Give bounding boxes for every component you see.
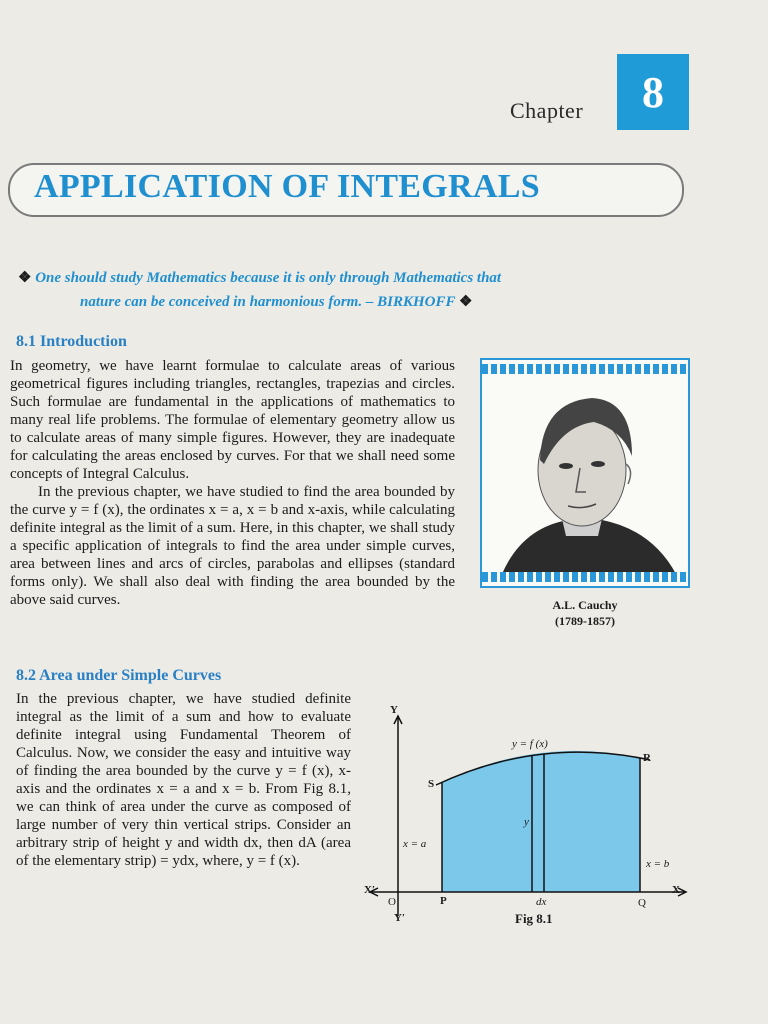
shaded-area — [442, 751, 640, 892]
introduction-paragraph-2: In the previous chapter, we have studied to find the area bounded by the curve y = f (x), the ordinates x = a, x = b and x-axis, while calculating definite integral as the limit of a sum. Here, in this chapter, we shall study a specific application of integrals to find the area under simple curves, area between lines and arcs of circles, parabolas and ellipses (standard forms only). We shall also deal with finding the area bounded by the above said curves. — [10, 484, 455, 608]
section-heading-introduction: 8.1 Introduction — [16, 333, 127, 350]
origin-label: O — [388, 896, 396, 908]
portrait-years: (1789-1857) — [555, 614, 615, 628]
epigraph-quote — [18, 266, 686, 314]
portrait-frame — [480, 358, 690, 588]
x-axis-label: X — [672, 884, 680, 896]
quote-line-1: One should study Mathematics because it is only through Mathematics that — [35, 270, 502, 286]
curve-label: y = f (x) — [512, 738, 548, 750]
y-prime-label: Y′ — [394, 912, 406, 924]
ordinate-a-label: x = a — [403, 838, 427, 850]
ordinate-b-label: x = b — [646, 858, 670, 870]
point-r-label: R — [643, 752, 651, 764]
area-under-curves-paragraph: In the previous chapter, we have studied definite integral as the limit of a sum and how to evaluate definite integral using Fundamental Theorem of Calculus. Now, we consider the easy and intuitive way of finding the area bounded by the curve y = f (x), x-axis and the ordinates x = a and x = b. From Fig 8.1, we can think of area under the curve as composed of large number of very thin vertical strips. Consider an arbitrary strip of height y and width dx, then dA (area of the elementary strip) = ydx, where, y = f (x). — [16, 691, 351, 869]
portrait-name: A.L. Cauchy — [552, 598, 618, 612]
y-axis-label: Y — [390, 704, 398, 716]
frame-border-top — [482, 364, 688, 374]
chapter-number: 8 — [642, 67, 664, 117]
introduction-paragraph-1: In geometry, we have learnt formulae to calculate areas of various geometrical figures including triangles, rectangles, trapezias and circles. Such formulae are fundamental in the applications of mathematics to many real life problems. The formulae of elementary geometry allow us to calculate areas of many simple figures. However, they are inadequate for calculating the areas enclosed by curves. For that we shall need some concepts of Integral Calculus. — [10, 358, 455, 482]
introduction-text — [10, 357, 455, 609]
section-heading-area-under-curves: 8.2 Area under Simple Curves — [16, 667, 222, 684]
ornament-icon: ❖ — [458, 294, 473, 310]
frame-border-bottom — [482, 572, 688, 582]
ornament-icon: ❖ — [18, 270, 32, 286]
area-figure — [360, 700, 690, 930]
chapter-number-badge — [617, 54, 689, 130]
area-under-curves-text — [16, 690, 351, 870]
figure-caption: Fig 8.1 — [515, 911, 553, 926]
point-q-label: Q — [638, 897, 646, 909]
x-prime-label: X′ — [364, 884, 376, 896]
chapter-title: APPLICATION OF INTEGRALS — [34, 168, 540, 205]
strip-width-label: dx — [536, 896, 547, 908]
quote-line-2: nature can be conceived in harmonious form. – BIRKHOFF — [80, 294, 456, 310]
chapter-label: Chapter — [510, 98, 584, 123]
strip-height-label: y — [524, 816, 529, 828]
point-p-label: P — [440, 895, 447, 907]
point-s-label: S — [428, 778, 435, 790]
portrait-image — [482, 360, 688, 586]
